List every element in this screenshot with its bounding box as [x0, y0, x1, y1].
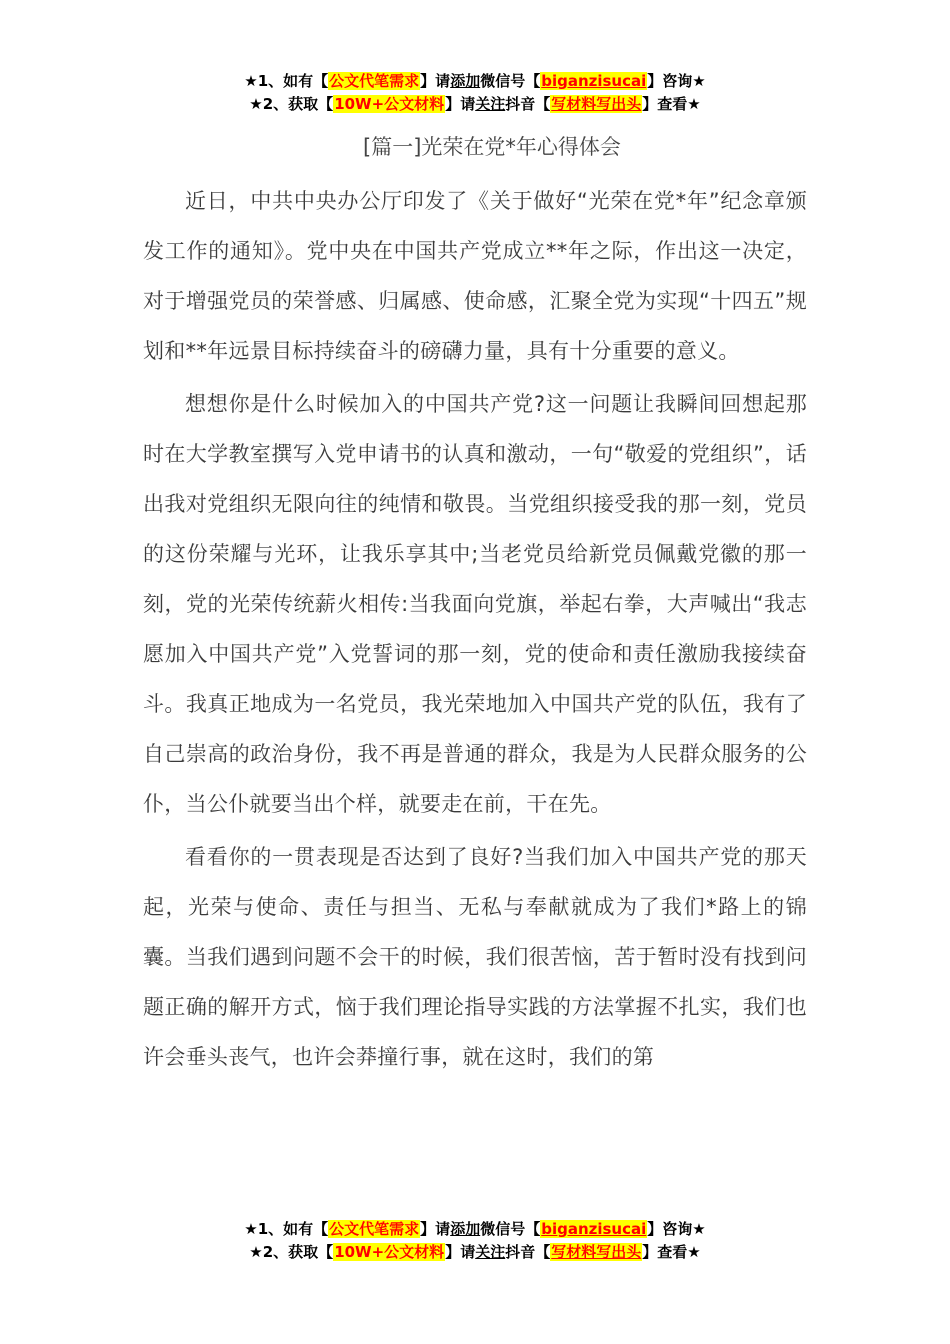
header-promo-banner: [0, 70, 950, 116]
paragraph-2: 想想你是什么时候加入的中国共产党?这一问题让我瞬间回想起那时在大学教室撰写入党申请书的认真和激动，一句“敬爱的党组织”，话出我对党组织无限向往的纯情和敬畏。当党组织接受我的那一刻，党员的这份荣耀与光环，让我乐享其中;当老党员给新党员佩戴党徽的那一刻，党的光荣传统薪火相传:当我面向党旗，举起右拳，大声喊出“我志愿加入中国共产党”入党誓词的那一刻，党的使命和责任激励我接续奋斗。我真正地成为一名党员，我光荣地加入中国共产党的队伍，我有了自己崇高的政治身份，我不再是普通的群众，我是为人民群众服务的公仆，当公仆就要当出个样，就要走在前，干在先。: [143, 392, 807, 816]
document-title: [篇一]光荣在党*年心得体会: [363, 135, 621, 159]
promo-douyin-account-link[interactable]: 写材料写出头: [551, 1243, 642, 1261]
promo-highlight-writing-service: 公文代笔需求: [329, 72, 420, 90]
document-body: [143, 176, 807, 1085]
promo-highlight-writing-service: 公文代笔需求: [329, 1220, 420, 1238]
promo-line-1: ★1、如有【公文代笔需求】请添加微信号【biganzisucai】咨询★: [244, 1220, 706, 1238]
promo-wechat-id-link[interactable]: biganzisucai: [541, 1220, 647, 1238]
promo-highlight-materials: 10W+公文材料: [334, 95, 445, 113]
promo-line-2: ★2、获取【10W+公文材料】请关注抖音【写材料写出头】查看★: [249, 95, 701, 113]
paragraph-3: 看看你的一贯表现是否达到了良好?当我们加入中国共产党的那天起，光荣与使命、责任与担当、无私与奉献就成为了我们*路上的锦囊。当我们遇到问题不会干的时候，我们很苦恼，苦于暂时没有找到问题正确的解开方式，恼于我们理论指导实践的方法掌握不扎实，我们也许会垂头丧气，也许会莽撞行事，就在这时，我们的第: [143, 845, 807, 1069]
promo-wechat-id-link[interactable]: biganzisucai: [541, 72, 647, 90]
footer-promo-banner: [0, 1218, 950, 1264]
promo-douyin-account-link[interactable]: 写材料写出头: [551, 95, 642, 113]
promo-line-1: ★1、如有【公文代笔需求】请添加微信号【biganzisucai】咨询★: [244, 72, 706, 90]
promo-highlight-materials: 10W+公文材料: [334, 1243, 445, 1261]
paragraph-1: 近日，中共中央办公厅印发了《关于做好“光荣在党*年”纪念章颁发工作的通知》。党中央在中国共产党成立**年之际，作出这一决定，对于增强党员的荣誉感、归属感、使命感，汇聚全党为实现“十四五”规划和**年远景目标持续奋斗的磅礴力量，具有十分重要的意义。: [143, 189, 807, 363]
promo-line-2: ★2、获取【10W+公文材料】请关注抖音【写材料写出头】查看★: [249, 1243, 701, 1261]
